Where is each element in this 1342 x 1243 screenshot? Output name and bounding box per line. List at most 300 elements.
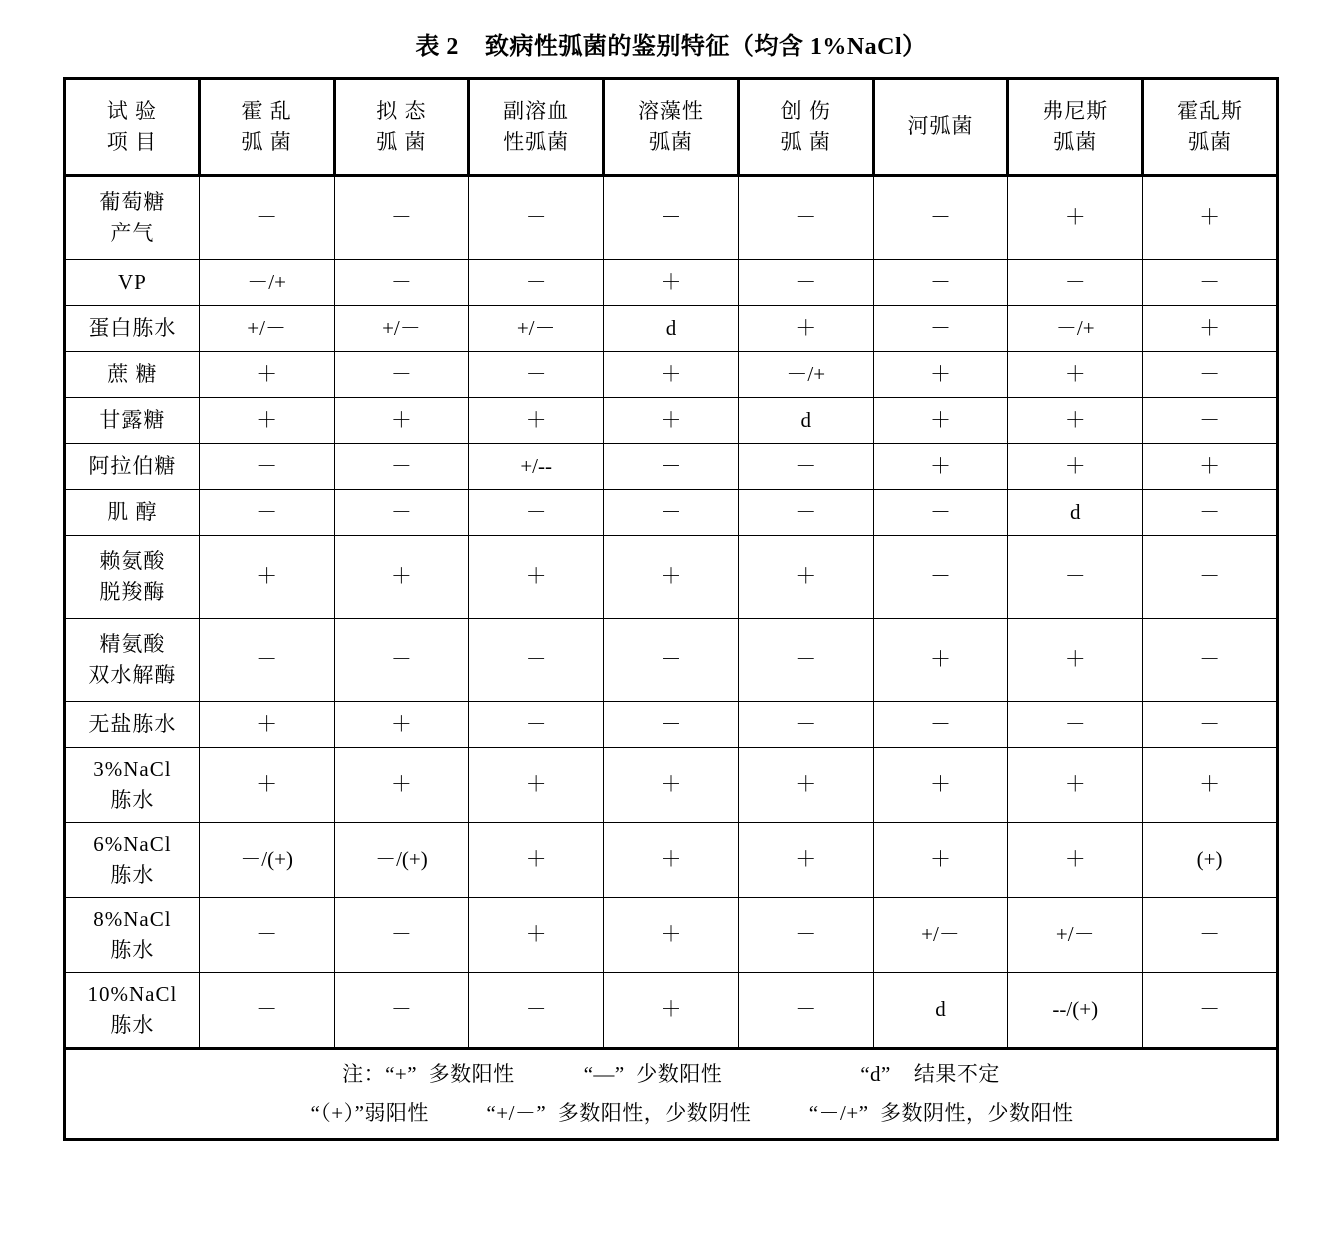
column-header-line: 溶藻性 bbox=[637, 98, 704, 123]
result-value: ＋ bbox=[525, 847, 547, 872]
table-header bbox=[65, 79, 1278, 176]
result-cell bbox=[334, 260, 469, 306]
column-header-vibrio-parahaemolyticus bbox=[469, 79, 604, 176]
result-value: ＋ bbox=[660, 922, 682, 947]
result-cell bbox=[1143, 973, 1278, 1049]
result-value: ＋ bbox=[1064, 847, 1086, 872]
result-cell bbox=[334, 619, 469, 702]
table-row bbox=[65, 306, 1278, 352]
result-cell bbox=[604, 444, 739, 490]
result-cell bbox=[1143, 823, 1278, 898]
result-cell bbox=[199, 748, 334, 823]
test-item-cell bbox=[65, 823, 200, 898]
result-cell bbox=[469, 176, 604, 260]
result-cell bbox=[1143, 898, 1278, 973]
result-value: ＋ bbox=[795, 772, 817, 797]
result-cell bbox=[604, 306, 739, 352]
table-row bbox=[65, 619, 1278, 702]
result-value: ＋ bbox=[525, 772, 547, 797]
result-value: － bbox=[1199, 997, 1221, 1022]
result-value: ＋ bbox=[1199, 772, 1221, 797]
result-value: +/－ bbox=[247, 315, 286, 340]
result-value: － bbox=[660, 711, 682, 736]
result-cell bbox=[1008, 176, 1143, 260]
footnote-row bbox=[65, 1049, 1278, 1140]
column-header-vibrio-cholerae-like bbox=[1143, 79, 1278, 176]
result-cell bbox=[738, 260, 873, 306]
test-item-cell bbox=[65, 748, 200, 823]
result-value: ＋ bbox=[929, 847, 951, 872]
result-cell bbox=[604, 898, 739, 973]
column-header-test-item bbox=[65, 79, 200, 176]
result-cell bbox=[1008, 306, 1143, 352]
result-cell bbox=[604, 702, 739, 748]
header-row bbox=[65, 79, 1278, 176]
result-value: ＋ bbox=[525, 564, 547, 589]
test-item-line: 胨水 bbox=[110, 1013, 155, 1037]
result-value: － bbox=[390, 269, 412, 294]
result-value: ＋ bbox=[1199, 453, 1221, 478]
result-cell bbox=[469, 536, 604, 619]
test-item-line: VP bbox=[117, 269, 147, 294]
result-value: － bbox=[525, 711, 547, 736]
result-cell bbox=[604, 823, 739, 898]
test-item-line: 8%NaCl bbox=[93, 906, 172, 931]
result-cell bbox=[469, 702, 604, 748]
result-value: － bbox=[660, 453, 682, 478]
test-item-cell bbox=[65, 702, 200, 748]
result-cell bbox=[199, 973, 334, 1049]
result-cell bbox=[1008, 490, 1143, 536]
result-cell bbox=[873, 306, 1008, 352]
result-value: +/－ bbox=[921, 922, 960, 947]
result-cell bbox=[334, 176, 469, 260]
result-value: － bbox=[660, 205, 682, 230]
result-cell bbox=[334, 398, 469, 444]
result-cell bbox=[469, 444, 604, 490]
test-item-cell bbox=[65, 973, 200, 1049]
result-cell bbox=[873, 898, 1008, 973]
column-header-vibrio-mimicus bbox=[334, 79, 469, 176]
result-value: d bbox=[935, 997, 946, 1022]
result-cell bbox=[199, 490, 334, 536]
result-value: ＋ bbox=[660, 847, 682, 872]
result-value: ＋ bbox=[390, 407, 412, 432]
result-value: － bbox=[1199, 564, 1221, 589]
result-value: ＋ bbox=[795, 315, 817, 340]
result-value: ＋ bbox=[660, 269, 682, 294]
result-value: ＋ bbox=[1064, 205, 1086, 230]
result-cell bbox=[334, 823, 469, 898]
result-cell bbox=[334, 702, 469, 748]
result-value: － bbox=[795, 205, 817, 230]
result-value: － bbox=[660, 647, 682, 672]
column-header-vibrio-fluvialis bbox=[873, 79, 1008, 176]
column-header-vibrio-vulnificus bbox=[738, 79, 873, 176]
table-row bbox=[65, 823, 1278, 898]
result-value: ＋ bbox=[256, 711, 278, 736]
result-cell bbox=[469, 619, 604, 702]
result-cell bbox=[604, 490, 739, 536]
result-cell bbox=[199, 823, 334, 898]
result-value: － bbox=[795, 711, 817, 736]
result-value: ＋ bbox=[1199, 315, 1221, 340]
result-cell bbox=[873, 352, 1008, 398]
result-value: － bbox=[929, 269, 951, 294]
result-value: － bbox=[390, 922, 412, 947]
result-value: ＋ bbox=[1064, 647, 1086, 672]
test-item-cell bbox=[65, 260, 200, 306]
result-cell bbox=[199, 352, 334, 398]
result-value: － bbox=[390, 647, 412, 672]
result-cell bbox=[469, 898, 604, 973]
result-cell bbox=[334, 898, 469, 973]
result-value: ＋ bbox=[660, 407, 682, 432]
result-value: － bbox=[525, 205, 547, 230]
result-cell bbox=[873, 398, 1008, 444]
result-cell bbox=[1008, 619, 1143, 702]
result-value: ＋ bbox=[390, 711, 412, 736]
result-value: － bbox=[256, 499, 278, 524]
result-cell bbox=[738, 702, 873, 748]
column-header-vibrio-cholerae bbox=[199, 79, 334, 176]
result-cell bbox=[738, 536, 873, 619]
table-row bbox=[65, 702, 1278, 748]
result-cell bbox=[738, 306, 873, 352]
result-cell bbox=[1008, 260, 1143, 306]
column-header-line: 项 目 bbox=[106, 130, 157, 154]
result-value: d bbox=[665, 315, 677, 340]
result-cell bbox=[1008, 823, 1143, 898]
test-item-line: 3%NaCl bbox=[93, 756, 172, 781]
result-cell bbox=[738, 973, 873, 1049]
table-row bbox=[65, 748, 1278, 823]
table-row bbox=[65, 176, 1278, 260]
result-value: － bbox=[525, 361, 547, 386]
result-value: － bbox=[795, 453, 817, 478]
result-cell bbox=[1008, 898, 1143, 973]
result-value: ＋ bbox=[795, 564, 817, 589]
test-item-line: 精氨酸 bbox=[99, 631, 166, 656]
result-cell bbox=[334, 352, 469, 398]
result-value: － bbox=[1199, 269, 1221, 294]
result-value: － bbox=[929, 499, 951, 524]
result-cell bbox=[1143, 444, 1278, 490]
result-value: ＋ bbox=[1199, 205, 1221, 230]
test-item-cell bbox=[65, 619, 200, 702]
column-header-line: 弧菌 bbox=[648, 130, 693, 154]
result-value: ＋ bbox=[660, 361, 682, 386]
result-value: ＋ bbox=[525, 407, 547, 432]
result-cell bbox=[199, 444, 334, 490]
result-value: －/+ bbox=[247, 269, 286, 294]
column-header-line: 弧菌 bbox=[1053, 130, 1098, 154]
result-cell bbox=[738, 748, 873, 823]
result-cell bbox=[1143, 490, 1278, 536]
result-cell bbox=[738, 444, 873, 490]
result-cell bbox=[604, 398, 739, 444]
column-header-line: 河弧菌 bbox=[907, 114, 974, 139]
result-value: ＋ bbox=[256, 772, 278, 797]
test-item-cell bbox=[65, 398, 200, 444]
result-cell bbox=[469, 973, 604, 1049]
column-header-vibrio-alginolyticus bbox=[604, 79, 739, 176]
result-value: － bbox=[1199, 922, 1221, 947]
test-item-line: 产气 bbox=[110, 221, 155, 245]
result-cell bbox=[469, 398, 604, 444]
result-cell bbox=[873, 444, 1008, 490]
test-item-line: 甘露糖 bbox=[99, 407, 166, 432]
result-value: － bbox=[256, 205, 278, 230]
result-value: － bbox=[525, 499, 547, 524]
footnote-line-1: 注：“+” 多数阳性 “—” 少数阳性 “d” 结果不定 bbox=[342, 1062, 1000, 1087]
result-value: － bbox=[929, 564, 951, 589]
result-cell bbox=[334, 536, 469, 619]
result-value: ＋ bbox=[256, 361, 278, 386]
result-cell bbox=[199, 619, 334, 702]
result-value: － bbox=[256, 997, 278, 1022]
result-cell bbox=[334, 444, 469, 490]
table-row bbox=[65, 536, 1278, 619]
result-value: － bbox=[525, 269, 547, 294]
result-value: ＋ bbox=[1064, 407, 1086, 432]
result-value: +/－ bbox=[1055, 922, 1095, 947]
result-cell bbox=[469, 823, 604, 898]
test-item-line: 蛋白胨水 bbox=[88, 315, 177, 340]
result-cell bbox=[469, 352, 604, 398]
result-value: － bbox=[1199, 647, 1221, 672]
test-item-line: 无盐胨水 bbox=[88, 711, 177, 736]
result-value: ＋ bbox=[1064, 453, 1086, 478]
test-item-cell bbox=[65, 490, 200, 536]
result-value: (+) bbox=[1196, 847, 1223, 872]
result-cell bbox=[738, 352, 873, 398]
result-value: － bbox=[929, 205, 951, 230]
test-item-line: 10%NaCl bbox=[87, 981, 178, 1006]
result-cell bbox=[1008, 398, 1143, 444]
result-cell bbox=[738, 898, 873, 973]
result-cell bbox=[1008, 536, 1143, 619]
result-cell bbox=[199, 898, 334, 973]
result-value: － bbox=[525, 997, 547, 1022]
result-value: － bbox=[795, 499, 817, 524]
result-cell bbox=[604, 748, 739, 823]
result-value: － bbox=[1064, 711, 1086, 736]
test-item-line: 胨水 bbox=[110, 938, 155, 962]
result-cell bbox=[1143, 352, 1278, 398]
table-container bbox=[63, 77, 1279, 1141]
result-value: － bbox=[390, 499, 412, 524]
result-value: ＋ bbox=[795, 847, 817, 872]
table-row bbox=[65, 260, 1278, 306]
result-value: d bbox=[800, 407, 811, 432]
result-value: － bbox=[795, 647, 817, 672]
result-value: － bbox=[1199, 407, 1221, 432]
result-value: ＋ bbox=[660, 772, 682, 797]
column-header-vibrio-furnissii bbox=[1008, 79, 1143, 176]
result-value: － bbox=[256, 647, 278, 672]
result-value: －/+ bbox=[786, 361, 826, 386]
result-value: ＋ bbox=[390, 772, 412, 797]
result-value: －/(+) bbox=[240, 847, 293, 872]
result-cell bbox=[1008, 973, 1143, 1049]
result-cell bbox=[873, 176, 1008, 260]
result-cell bbox=[1143, 619, 1278, 702]
test-item-line: 胨水 bbox=[110, 788, 155, 812]
test-item-cell bbox=[65, 306, 200, 352]
result-cell bbox=[604, 260, 739, 306]
result-value: ＋ bbox=[1064, 772, 1086, 797]
table-row bbox=[65, 973, 1278, 1049]
result-cell bbox=[469, 490, 604, 536]
result-cell bbox=[738, 619, 873, 702]
result-value: － bbox=[795, 997, 817, 1022]
result-value: +/-- bbox=[520, 453, 553, 478]
test-item-line: 胨水 bbox=[110, 863, 155, 887]
test-item-line: 肌 醇 bbox=[107, 499, 158, 524]
column-header-line: 副溶血 bbox=[503, 98, 570, 123]
table-row bbox=[65, 898, 1278, 973]
result-cell bbox=[873, 536, 1008, 619]
result-cell bbox=[334, 748, 469, 823]
result-value: ＋ bbox=[929, 647, 951, 672]
result-cell bbox=[199, 260, 334, 306]
result-value: － bbox=[256, 922, 278, 947]
column-header-line: 性弧菌 bbox=[503, 130, 570, 154]
result-value: － bbox=[929, 315, 951, 340]
test-item-line: 蔗 糖 bbox=[107, 361, 158, 386]
result-cell bbox=[873, 490, 1008, 536]
result-cell bbox=[873, 702, 1008, 748]
result-cell bbox=[873, 973, 1008, 1049]
test-item-line: 葡萄糖 bbox=[99, 189, 166, 214]
result-value: ＋ bbox=[256, 564, 278, 589]
result-cell bbox=[604, 973, 739, 1049]
result-cell bbox=[334, 490, 469, 536]
result-cell bbox=[199, 398, 334, 444]
result-cell bbox=[1008, 702, 1143, 748]
result-value: ＋ bbox=[929, 453, 951, 478]
test-item-line: 6%NaCl bbox=[93, 831, 172, 856]
result-value: －/+ bbox=[1055, 315, 1095, 340]
result-value: － bbox=[929, 711, 951, 736]
test-item-cell bbox=[65, 898, 200, 973]
result-cell bbox=[873, 748, 1008, 823]
column-header-line: 弧 菌 bbox=[376, 130, 427, 154]
result-cell bbox=[738, 398, 873, 444]
result-value: － bbox=[390, 997, 412, 1022]
result-value: +/－ bbox=[382, 315, 421, 340]
result-value: ＋ bbox=[929, 407, 951, 432]
table-row bbox=[65, 490, 1278, 536]
result-value: － bbox=[390, 361, 412, 386]
result-cell bbox=[873, 619, 1008, 702]
result-cell bbox=[873, 260, 1008, 306]
result-value: --/(+) bbox=[1052, 997, 1099, 1022]
column-header-line: 霍乱斯 bbox=[1177, 98, 1244, 123]
result-cell bbox=[199, 176, 334, 260]
vibrio-identification-table bbox=[63, 77, 1279, 1141]
result-value: － bbox=[795, 269, 817, 294]
column-header-line: 弧 菌 bbox=[780, 130, 831, 154]
test-item-line: 双水解酶 bbox=[88, 663, 177, 687]
result-value: － bbox=[1199, 361, 1221, 386]
column-header-line: 试 验 bbox=[106, 98, 157, 123]
result-cell bbox=[604, 176, 739, 260]
result-value: － bbox=[1064, 269, 1086, 294]
result-value: － bbox=[1199, 711, 1221, 736]
result-cell bbox=[199, 536, 334, 619]
result-cell bbox=[1143, 176, 1278, 260]
table-row bbox=[65, 352, 1278, 398]
test-item-cell bbox=[65, 176, 200, 260]
result-value: ＋ bbox=[390, 564, 412, 589]
column-header-line: 弧 菌 bbox=[241, 130, 292, 154]
result-cell bbox=[1008, 748, 1143, 823]
column-header-line: 创 伤 bbox=[780, 98, 831, 123]
result-value: － bbox=[390, 453, 412, 478]
result-cell bbox=[738, 176, 873, 260]
result-value: ＋ bbox=[929, 772, 951, 797]
result-value: － bbox=[1064, 564, 1086, 589]
result-value: d bbox=[1069, 499, 1081, 524]
result-cell bbox=[199, 306, 334, 352]
test-item-cell bbox=[65, 352, 200, 398]
column-header-line: 霍 乱 bbox=[241, 98, 292, 123]
table-footnotes bbox=[65, 1049, 1278, 1140]
table-title: 表 2 致病性弧菌的鉴别特征（均含 1%NaCl） bbox=[415, 34, 927, 60]
result-cell bbox=[1143, 398, 1278, 444]
column-header-line: 弧菌 bbox=[1188, 130, 1233, 154]
test-item-line: 脱羧酶 bbox=[99, 580, 166, 604]
column-header-line: 弗尼斯 bbox=[1042, 98, 1109, 123]
result-value: ＋ bbox=[660, 564, 682, 589]
column-header-line: 拟 态 bbox=[376, 98, 427, 123]
table-row bbox=[65, 398, 1278, 444]
result-value: － bbox=[795, 922, 817, 947]
result-cell bbox=[469, 306, 604, 352]
test-item-cell bbox=[65, 536, 200, 619]
result-value: － bbox=[660, 499, 682, 524]
result-value: ＋ bbox=[1064, 361, 1086, 386]
result-cell bbox=[1008, 444, 1143, 490]
footnote-line-2: “（+）”弱阳性 “+/－” 多数阳性，少数阴性 “－/+” 多数阴性，少数阳性 bbox=[310, 1101, 1074, 1125]
result-value: ＋ bbox=[660, 997, 682, 1022]
result-cell bbox=[1143, 260, 1278, 306]
result-cell bbox=[334, 306, 469, 352]
result-cell bbox=[469, 748, 604, 823]
result-cell bbox=[1143, 536, 1278, 619]
result-cell bbox=[1143, 748, 1278, 823]
result-value: +/－ bbox=[516, 315, 556, 340]
result-cell bbox=[469, 260, 604, 306]
result-cell bbox=[738, 490, 873, 536]
result-value: － bbox=[1199, 499, 1221, 524]
table-body bbox=[65, 176, 1278, 1049]
result-cell bbox=[334, 973, 469, 1049]
result-cell bbox=[604, 619, 739, 702]
result-cell bbox=[604, 352, 739, 398]
result-value: －/(+) bbox=[375, 847, 428, 872]
result-cell bbox=[1008, 352, 1143, 398]
result-value: － bbox=[390, 205, 412, 230]
result-value: ＋ bbox=[256, 407, 278, 432]
test-item-line: 阿拉伯糖 bbox=[88, 453, 177, 478]
result-cell bbox=[738, 823, 873, 898]
test-item-cell bbox=[65, 444, 200, 490]
result-value: － bbox=[525, 647, 547, 672]
result-value: ＋ bbox=[525, 922, 547, 947]
